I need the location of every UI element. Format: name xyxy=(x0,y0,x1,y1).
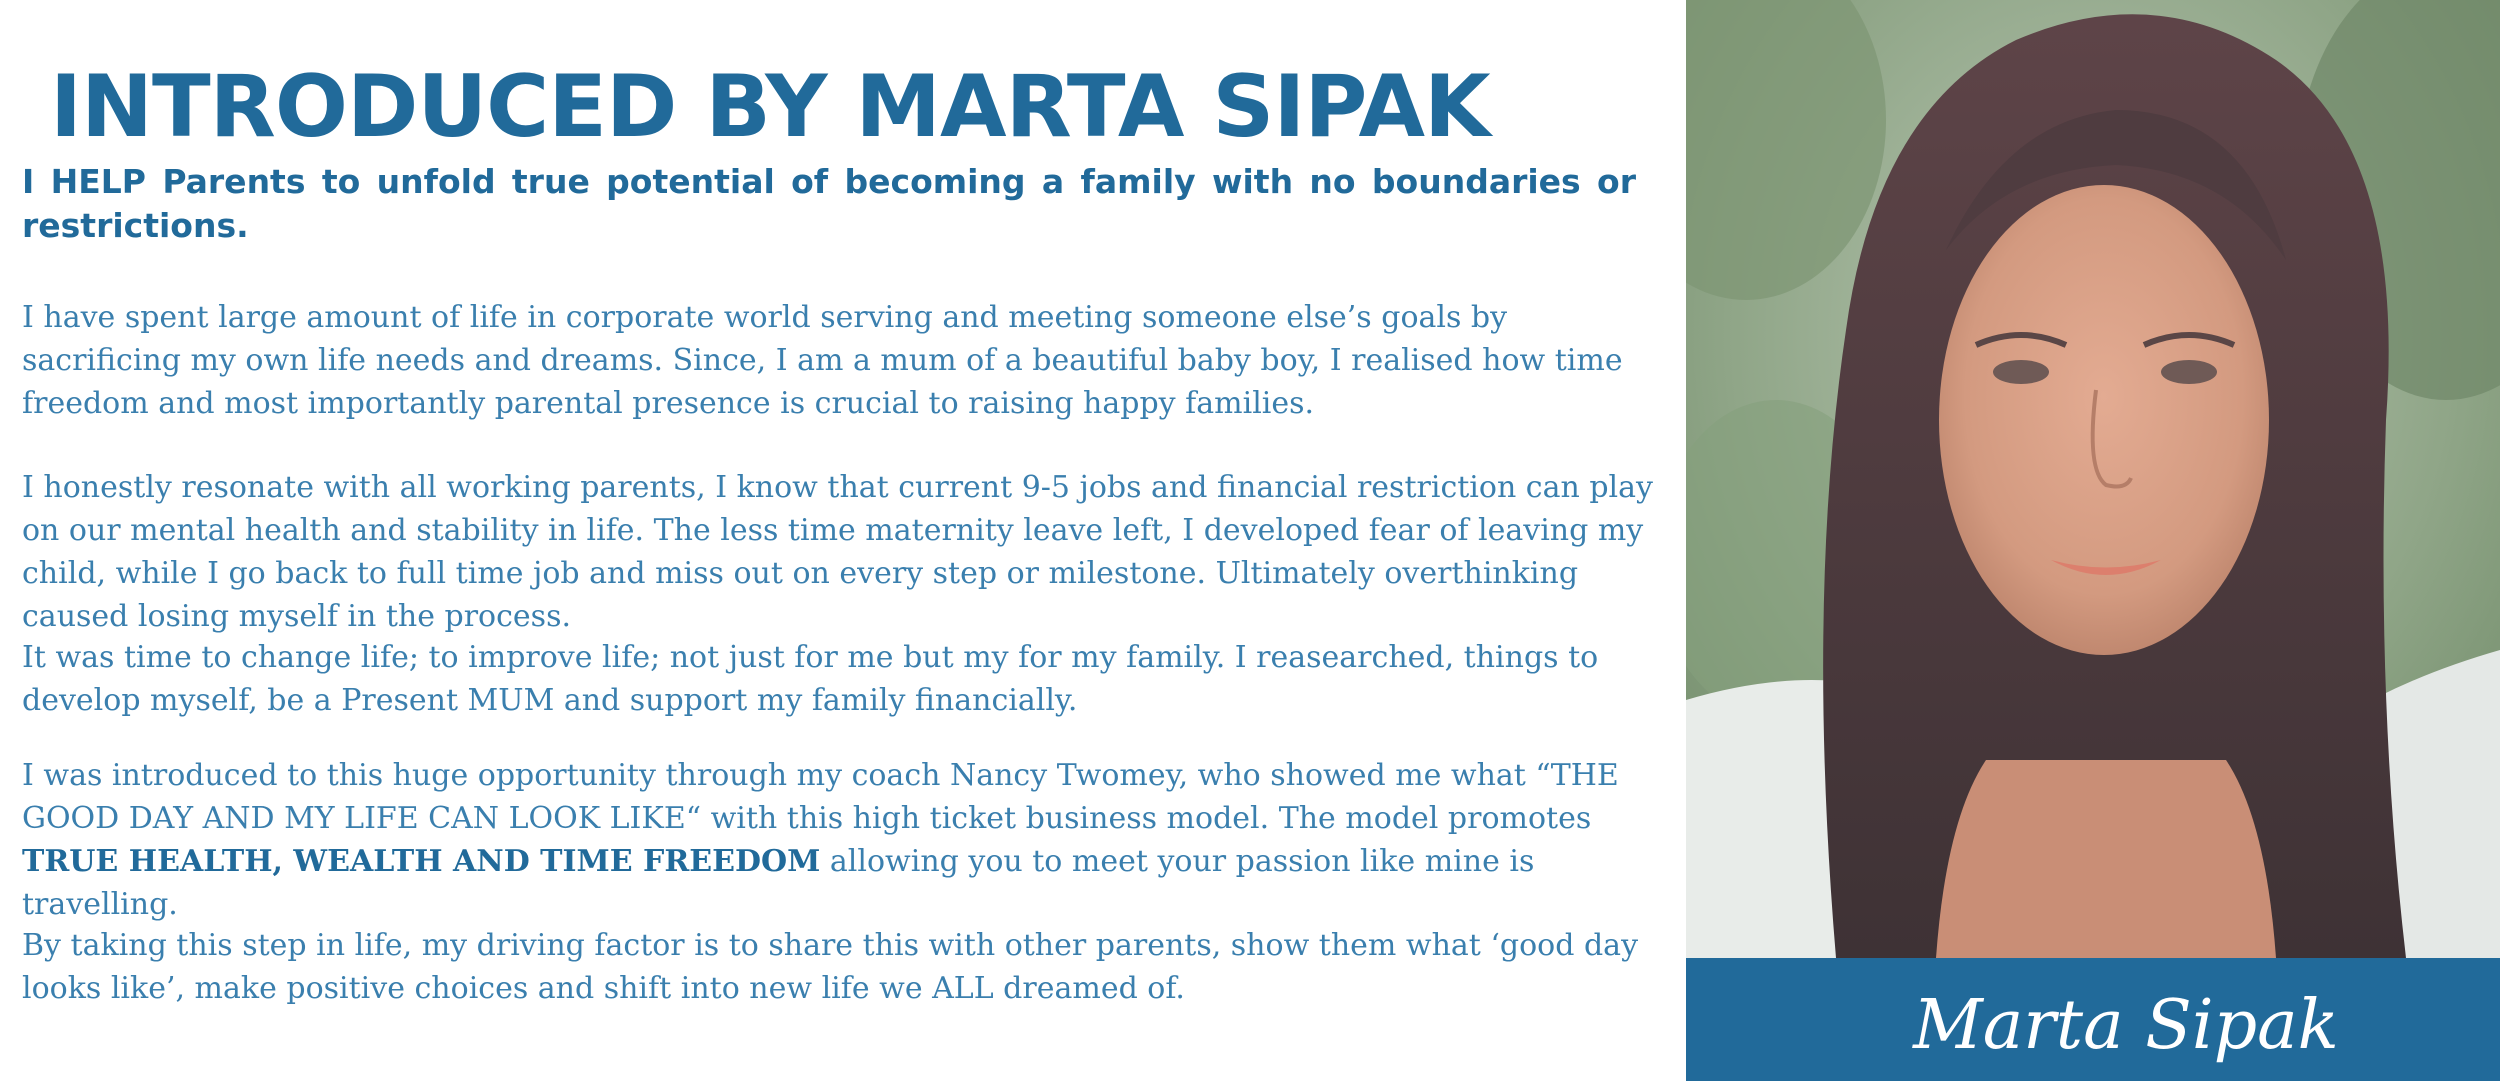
portrait-panel xyxy=(1686,0,2500,1081)
paragraph-opportunity-end: allowing you to meet your passion like mine is travelling. xyxy=(22,844,1535,922)
freedom-highlight: TRUE HEALTH, WEALTH AND TIME FREEDOM xyxy=(22,844,821,879)
portrait-photo xyxy=(1686,0,2500,958)
paragraph-change-life: It was time to change life; to improve life; not just for me but my for my family. I reasearched, things to develop myself, be a Present MUM and support my family financially. xyxy=(22,640,1599,718)
page-title: INTRODUCED BY MARTA SIPAK xyxy=(50,57,1490,157)
signature xyxy=(1686,958,2500,1081)
tagline: I HELP Parents to unfold true potential of becoming a family with no boundaries or restrictions. xyxy=(22,162,1636,245)
paragraph-working-parents: I honestly resonate with all working parents, I know that current 9-5 jobs and financial restriction can play on our mental health and stability in life. The less time maternity leave left, I developed fear of leaving my child, while I go back to full time job and miss out on every step or milestone. Ultimately overthinking caused losing myself in the process. xyxy=(22,470,1653,634)
paragraph-driving-factor: By taking this step in life, my driving factor is to share this with other parents, show them what ‘good day looks like’, make positive choices and shift into new life we ALL dreamed of. xyxy=(22,928,1639,1006)
paragraph-opportunity-text: I was introduced to this huge opportunity through my coach Nancy Twomey, who showed me what “THE GOOD DAY AND MY LIFE CAN LOOK LIKE“ with this high ticket business model. The model promotes xyxy=(22,758,1619,836)
paragraph-corporate-background: I have spent large amount of life in corporate world serving and meeting someone else’s goals by sacrificing my own life needs and dreams. Since, I am a mum of a beautiful baby boy, I realised how time freedom and most importantly parental presence is crucial to raising happy families. xyxy=(22,300,1623,421)
name-banner xyxy=(1686,958,2500,1081)
svg-text:Marta Sipak: Marta Sipak xyxy=(1913,986,2339,1065)
paragraph-opportunity xyxy=(22,754,1672,926)
